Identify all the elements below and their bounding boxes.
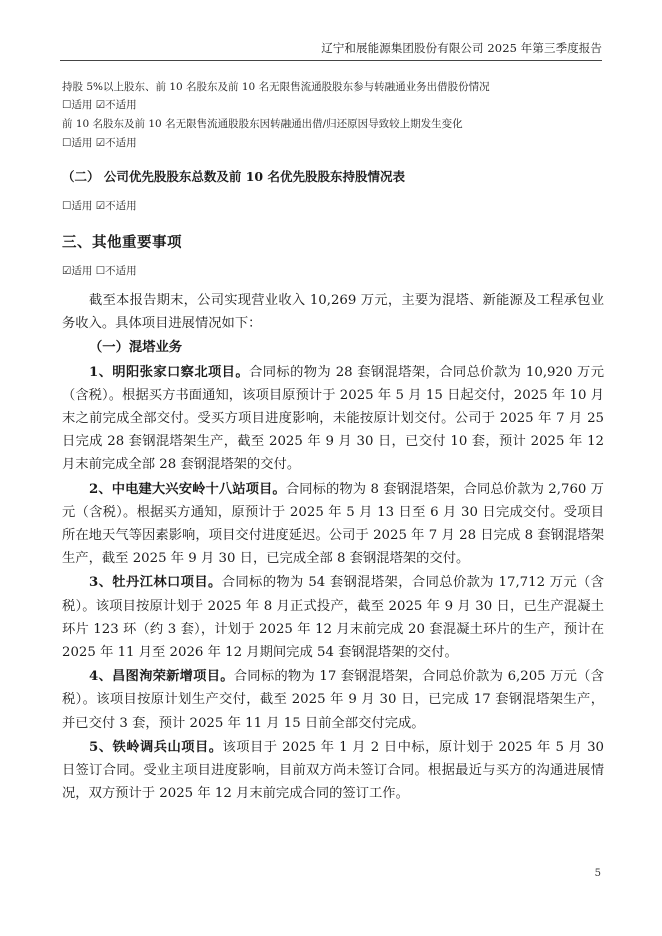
report-body [62,289,604,806]
project-paragraph [62,361,604,477]
project-title: 3、牡丹江林口项目。 [89,575,222,591]
lending-info-line: 持股 5%以上股东、前 10 名股东及前 10 名无限售流通股股东参与转融通业务出借股份情况 [62,81,490,93]
project-text: 合同标的物为 54 套钢混塔架，合同总价款为 17,712 万元（含税）。该项目按原计划于 2025 年 8 月正式投产，截至 2025 年 9 月 30 日，已生产混凝土环片 123 环（约 3 套），计划于 2025 年 12 月末前完成 20 套混凝土环片的生产，预计在 2025 年 11 月至 2026 年 12 月期间完成 54 套钢混塔架的交付。 [62,575,604,661]
preferred-shareholders-heading: （二） 公司优先股股东总数及前 10 名优先股股东持股情况表 [62,169,405,184]
intro-paragraph: 截至本报告期末，公司实现营业收入 10,269 万元，主要为混塔、新能源及工程承包业务收入。具体项目进展情况如下： [62,293,604,332]
project-paragraph [62,571,604,664]
project-text: 合同标的物为 8 套钢混塔架，合同总价款为 2,760 万元（含税）。根据买方通知，原预计于 2025 年 5 月 13 日至 6 月 30 日完成交付。受项目所在地天气等因素影响，项目交付进度延迟。公司于 2025 年 7 月 28 日完成 8 套钢混塔架生产，截至 2025 年 9 月 30 日，已完成全部 8 套钢混塔架的交付。 [62,481,604,567]
header-title: 辽宁和展能源集团股份有限公司 2025 年第三季度报告 [321,41,602,55]
other-matters-heading: 三、其他重要事项 [62,234,182,251]
project-title: 1、明阳张家口察北项目。 [89,364,250,380]
hybrid-tower-subheading: （一）混塔业务 [89,340,183,356]
project-title: 2、中电建大兴安岭十八站项目。 [89,481,286,497]
project-title: 4、昌图洵荣新增项目。 [89,669,234,685]
other-matters-options: ☑适用 ☐不适用 [62,265,137,277]
project-text: 合同标的物为 17 套钢混塔架，合同总价款为 6,205 万元（含税）。该项目按原计划生产交付，截至 2025 年 9 月 30 日，已完成 17 套钢混塔架生产，并已交付 3 套，预计 2025 年 11 月 15 日前全部交付完成。 [62,669,604,731]
page-number: 5 [594,868,601,879]
project-text: 该项目于 2025 年 1 月 2 日中标，原计划于 2025 年 5 月 30 日签订合同。受业主项目进度影响，目前双方尚未签订合同。根据最近与买方的沟通进展情况，双方预计于 2025 年 12 月末前完成合同的签订工作。 [62,739,604,802]
project-title: 5、铁岭调兵山项目。 [89,739,223,755]
project-paragraph [62,665,604,735]
project-text: 合同标的物为 28 套钢混塔架，合同总价款为 10,920 万元（含税）。根据买方书面通知，该项目原预计于 2025 年 5 月 15 日起交付，2025 年 10 月末之前完成全部交付。受买方项目进度影响，未能按原计划交付。公司于 2025 年 7 月 25 日完成 28 套钢混塔架生产，截至 2025 年 9 月 30 日，已交付 10 套，预计 2025 年 12 月末前完成全部 28 套钢混塔架的交付。 [62,364,604,473]
lending-info-options: ☐适用 ☑不适用 [62,99,137,111]
project-paragraph [62,736,604,806]
lending-change-line: 前 10 名股东及前 10 名无限售流通股股东因转融通出借/归还原因导致较上期发生变化 [62,118,463,130]
lending-change-options: ☐适用 ☑不适用 [62,137,137,149]
header-divider [60,60,602,61]
preferred-shareholders-options: ☐适用 ☑不适用 [62,200,137,212]
project-paragraph [62,478,604,571]
